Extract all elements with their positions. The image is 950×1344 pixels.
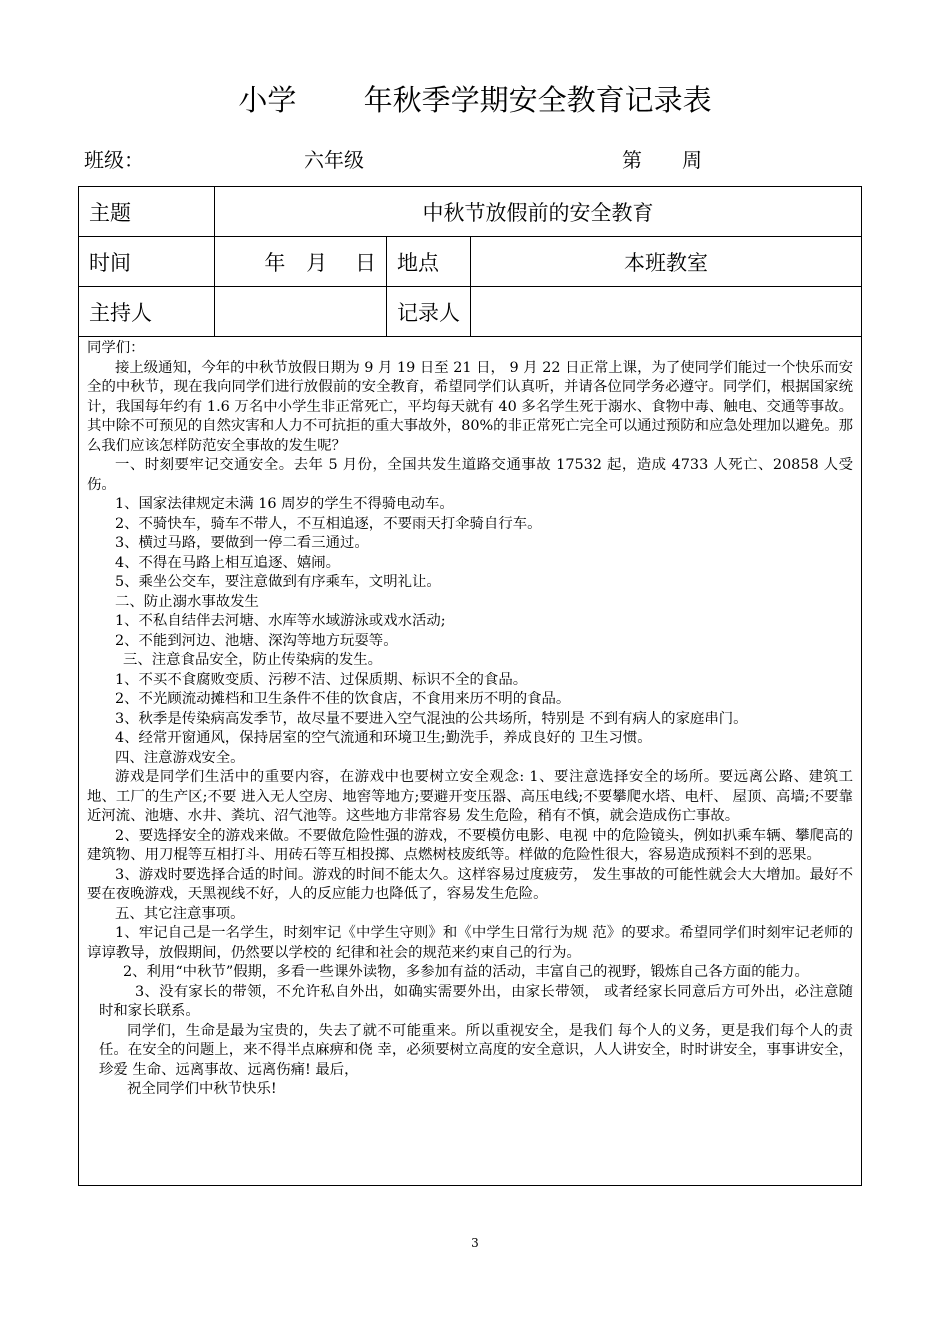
host-label: 主持人 [79, 287, 215, 337]
host-row [79, 287, 862, 337]
section-1-item-3: 3、横过马路，要做到一停二看三通过。 [115, 535, 369, 551]
section-4-title: 四、注意游戏安全。 [115, 749, 245, 766]
time-label: 时间 [79, 237, 215, 287]
section-5-item-3: 3、没有家长的带领，不允许私自外出，如确实需要外出，由家长带领， 或者经家长同意后方可外出，必注意随时和家长联系。 [99, 983, 853, 1019]
section-3-item-4: 4、经常开窗通风，保持居室的空气流通和环境卫生;勤洗手，养成良好的 卫生习惯。 [115, 730, 652, 746]
recorder-label: 记录人 [387, 287, 471, 337]
section-5-item-1: 1、牢记自己是一名学生，时刻牢记《中学生守则》和《中学生日常行为规 范》的要求。希望同学们时刻牢记老师的谆谆教导，放假期间，仍然要以学校的 纪律和社会的规范来约束自己的行为。 [87, 925, 853, 961]
section-4-item-3: 3、游戏时要选择合适的时间。游戏的时间不能太久。这样容易过度疲劳， 发生事故的可能性就会大大增加。最好不要在夜晚游戏，天黑视线不好，人的反应能力也降低了，容易发生危险。 [87, 866, 853, 902]
topic-row [79, 187, 862, 237]
place-value: 本班教室 [471, 237, 862, 287]
time-row [79, 237, 862, 287]
page-number: 3 [471, 1236, 479, 1250]
section-2-item-2: 2、不能到河边、池塘、深沟等地方玩耍等。 [115, 632, 398, 649]
section-3-title: 三、注意食品安全，防止传染病的发生。 [123, 652, 383, 668]
intro-paragraph: 接上级通知，今年的中秋节放假日期为 9 月 19 日至 21 日， 9 月 22 日正常上课，为了使同学们能过一个快乐而安全的中秋节，现在我向同学们进行放假前的安全教育，希望同学们认真听，并请各位同学务必遵守。同学们，根据国家统计，我国每年约有 1.6 万名中小学生非正常死亡，平均每天就有 40 多名学生死于溺水、食物中毒、触电、交通等事故。其中除不可预见的自然灾害和人力不可抗拒的重大事故外，80%的非正常死亡完全可以通过预防和应急处理加以避免。那么我们应该怎样防范安全事故的发生呢？ [87, 359, 853, 454]
topic-value: 中秋节放假前的安全教育 [215, 187, 862, 237]
section-3-item-2: 2、不光顾流动摊档和卫生条件不佳的饮食店，不食用来历不明的食品。 [115, 691, 571, 707]
section-4-item-1: 游戏是同学们生活中的重要内容，在游戏中也要树立安全观念: 1、要注意选择安全的场所。要远离公路、建筑工地、工厂的生产区;不要 进入无人空房、地窖等地方;要避开变压器、高压电线;不要攀爬水塔、电杆、 屋顶、高墙;不要靠近河流、池塘、水井、粪坑、沼气池等。这些地方非常容易 发生危险，稍有不慎，就会造成伤亡事故。 [87, 769, 853, 824]
closing-paragraph: 同学们，生命是最为宝贵的，失去了就不可能重来。所以重视安全，是我们 每个人的义务，更是我们每个人的责任。在安全的问题上，来不得半点麻痹和侥 幸，必须要树立高度的安全意识，人人讲安全，时时讲安全，事事讲安全，珍爱 生命、远离事故、远离伤痛! 最后， [99, 1022, 853, 1078]
week-label: 第 周 [622, 148, 702, 172]
section-3-item-3: 3、秋季是传染病高发季节，故尽量不要进入空气混浊的公共场所，特别是 不到有病人的家庭串门。 [115, 710, 748, 727]
section-5-title: 五、其它注意事项。 [115, 905, 245, 922]
time-value: 年 月 日 [215, 237, 387, 287]
section-4-item-2: 2、要选择安全的游戏来做。不要做危险性强的游戏，不要模仿电影、电视 中的危险镜头，例如扒乘车辆、攀爬高的建筑物、用刀棍等互相打斗、用砖石等互相投掷、点燃树枝废纸等。样做的危险性很大，容易造成预料不到的恶果。 [87, 827, 853, 863]
section-1-title: 一、时刻要牢记交通安全。去年 5 月份，全国共发生道路交通事故 17532 起，造成 4733 人死亡、20858 人受伤。 [87, 457, 853, 493]
section-5-item-2: 2、利用“中秋节”假期，多看一些课外读物，多参加有益的活动，丰富自己的视野，锻炼自己各方面的能力。 [123, 964, 809, 980]
topic-label: 主题 [79, 187, 215, 237]
class-label: 班级： [84, 148, 144, 172]
class-value: 六年级 [304, 148, 364, 172]
section-3-item-1: 1、不买不食腐败变质、污秽不洁、过保质期、标识不全的食品。 [115, 671, 528, 688]
record-table [78, 186, 862, 1186]
class-info-line [84, 144, 884, 174]
recorder-value [471, 287, 862, 337]
section-1-item-4: 4、不得在马路上相互追逐、嬉闹。 [115, 554, 341, 571]
section-2-item-1: 1、不私自结伴去河塘、水库等水域游泳或戏水活动; [115, 613, 446, 629]
place-label: 地点 [387, 237, 471, 287]
content-cell [79, 337, 862, 1186]
section-1-item-1: 1、国家法律规定未满 16 周岁的学生不得骑电动车。 [115, 496, 454, 512]
content-row [79, 337, 862, 1186]
greeting: 同学们： [87, 340, 145, 356]
host-value [215, 287, 387, 337]
page-title: 小学 年秋季学期安全教育记录表 [238, 83, 712, 117]
closing-wish: 祝全同学们中秋节快乐! [127, 1081, 277, 1097]
section-2-title: 二、防止溺水事故发生 [115, 593, 259, 610]
section-1-item-5: 5、乘坐公交车，要注意做到有序乘车，文明礼让。 [115, 574, 441, 590]
section-1-item-2: 2、不骑快车，骑车不带人，不互相追逐，不要雨天打伞骑自行车。 [115, 515, 542, 532]
